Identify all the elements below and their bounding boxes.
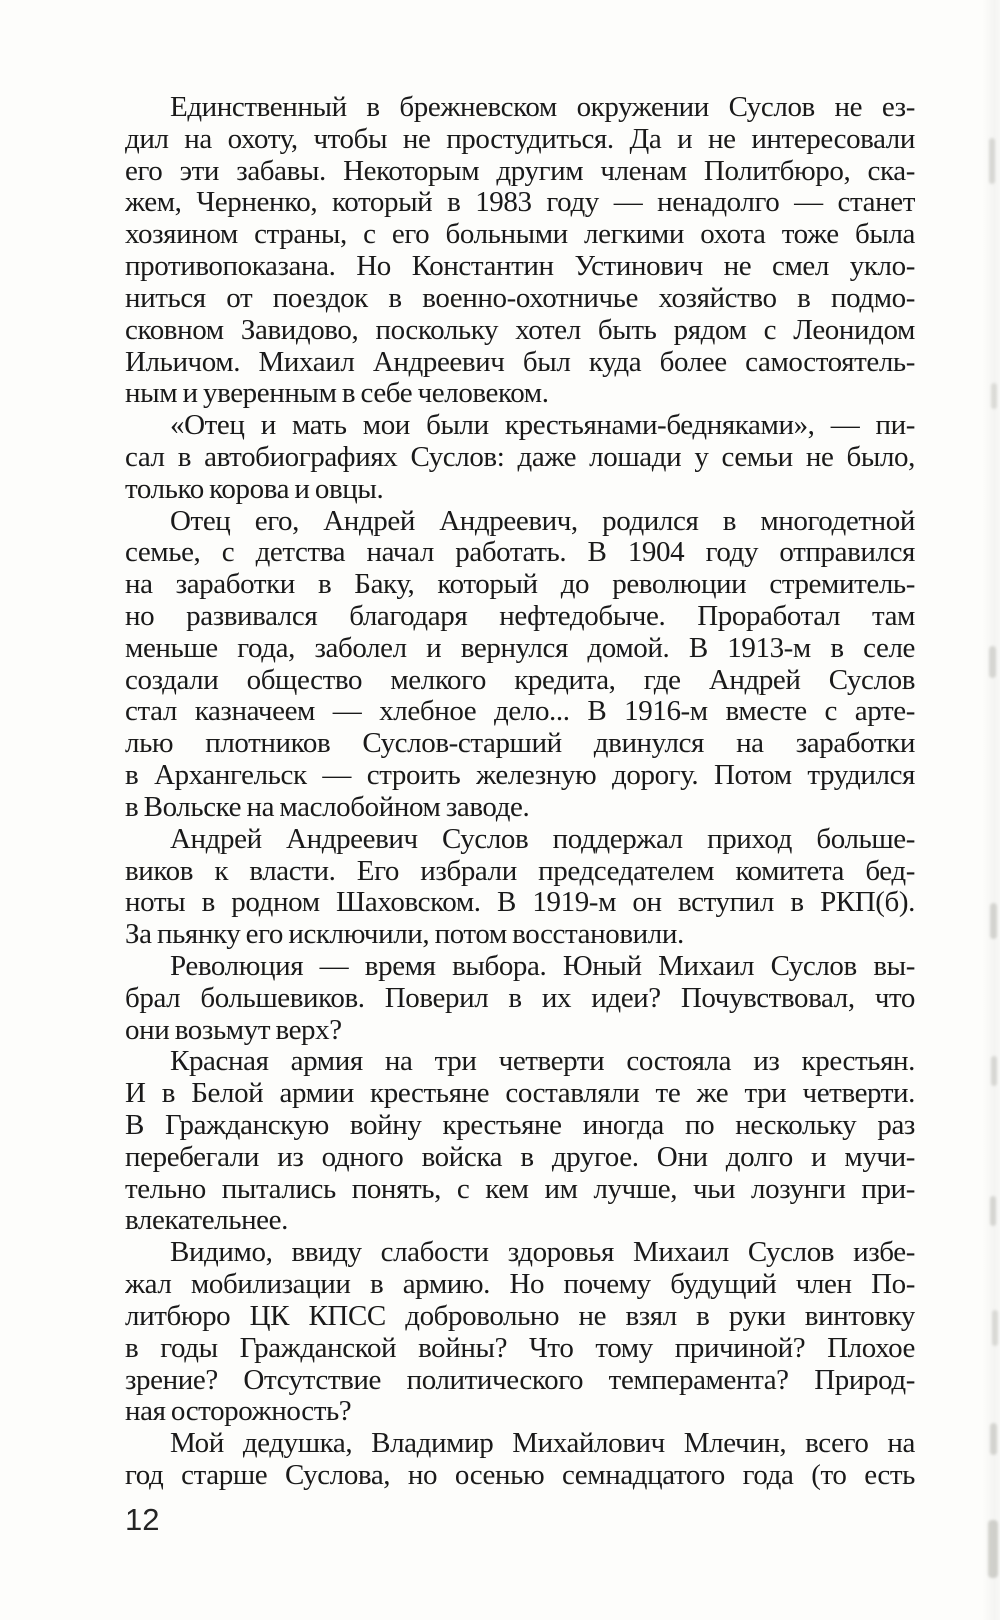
text-line: меньше года, заболел и вернулся домой. В 1913-м в селе <box>125 632 915 664</box>
page-number: 12 <box>125 1502 160 1537</box>
text-line: сал в автобиографиях Суслов: даже лошади у семьи не было, <box>125 441 915 473</box>
text-line: сковном Завидово, поскольку хотел быть рядом с Леонидом <box>125 314 915 346</box>
text-line: брал большевиков. Поверил в их идеи? Почувствовал, что <box>125 982 915 1014</box>
text-line: год старше Суслова, но осенью семнадцатого года (то есть <box>125 1459 915 1491</box>
paragraph <box>125 1046 915 1237</box>
paragraph <box>125 506 915 824</box>
text-line: ная осторожность? <box>125 1396 352 1428</box>
text-line: литбюро ЦК КПСС добровольно не взял в руки винтовку <box>125 1300 915 1332</box>
scan-artifact <box>990 903 997 939</box>
text-line: жем, Черненко, который в 1983 году — ненадолго — станет <box>125 187 915 219</box>
text-line: создали общество мелкого кредита, где Андрей Суслов <box>125 664 915 696</box>
scan-artifact <box>990 1196 996 1226</box>
text-line: виков к власти. Его избрали председателем комитета бед- <box>125 855 915 887</box>
text-line: они возьмут верх? <box>125 1014 342 1046</box>
text-line: на заработки в Баку, который до революции стремитель- <box>125 569 915 601</box>
text-line: ным и уверенным в себе человеком. <box>125 378 549 410</box>
paragraph <box>125 92 915 410</box>
text-line: За пьянку его исключили, потом восстановили. <box>125 919 684 951</box>
text-line: в годы Гражданской войны? Что тому причиной? Плохое <box>125 1332 915 1364</box>
text-line: жал мобилизации в армию. Но почему будущий член По- <box>125 1269 915 1301</box>
text-line: В Гражданскую войну крестьяне иногда по нескольку раз <box>125 1110 915 1141</box>
scan-artifact <box>991 383 997 409</box>
text-line: в Вольске на маслобойном заводе. <box>125 791 530 823</box>
text-line: перебегали из одного войска в другое. Они долго и мучи- <box>125 1141 915 1173</box>
text-line: Единственный в брежневском окружении Суслов не ез- <box>170 92 915 123</box>
paragraph <box>125 1237 915 1428</box>
text-line: Отец его, Андрей Андреевич, родился в многодетной <box>170 505 915 537</box>
text-line: лью плотников Суслов-старший двинулся на заработки <box>125 728 915 760</box>
paragraph <box>125 410 915 505</box>
text-line: его эти забавы. Некоторым другим членам Политбюро, ска- <box>125 155 915 187</box>
text-line: «Отец и мать мои были крестьянами-бедняками», — пи- <box>170 410 915 442</box>
text-line: противопоказана. Но Константин Устинович не смел укло- <box>125 251 915 283</box>
paragraph <box>125 824 915 951</box>
text-line: но развивался благодаря нефтедобыче. Проработал там <box>125 601 915 632</box>
paragraph <box>125 951 915 1046</box>
scan-artifact <box>988 1520 998 1578</box>
text-line: влекательнее. <box>125 1205 288 1237</box>
text-line: И в Белой армии крестьяне составляли те же три четверти. <box>125 1078 915 1110</box>
text-line: тельно пытались понять, с кем им лучше, чьи лозунги при- <box>125 1173 915 1205</box>
text-line: Андрей Андреевич Суслов поддержал приход больше- <box>170 823 915 855</box>
text-line: Мой дедушка, Владимир Михайлович Млечин, всего на <box>170 1428 915 1460</box>
text-line: Видимо, ввиду слабости здоровья Михаил Суслов избе- <box>170 1237 915 1269</box>
text-line: в Архангельск — строить железную дорогу. Потом трудился <box>125 760 915 792</box>
text-line: ниться от поездок в военно-охотничье хозяйство в подмо- <box>125 282 915 314</box>
text-line: семье, с детства начал работать. В 1904 году отправился <box>125 537 915 569</box>
text-line: Красная армия на три четверти состояла из крестьян. <box>170 1046 915 1078</box>
scan-artifact <box>990 1423 997 1455</box>
scan-artifact <box>992 1310 998 1346</box>
text-line: ноты в родном Шаховском. В 1919-м он вступил в РКП(б). <box>125 887 915 919</box>
text-line: хозяином страны, с его больными легкими охота тоже была <box>125 219 915 251</box>
text-line: только корова и овцы. <box>125 473 384 505</box>
scan-artifact <box>991 1056 997 1086</box>
text-line: Ильичом. Михаил Андреевич был куда более самостоятель- <box>125 346 915 378</box>
paragraph <box>125 1428 915 1492</box>
text-line: стал казначеем — хлебное дело... В 1916-м вместе с арте- <box>125 696 915 728</box>
text-line: дил на охоту, чтобы не простудиться. Да и не интересовали <box>125 123 915 155</box>
text-line: зрение? Отсутствие политического темперамента? Природ- <box>125 1364 915 1396</box>
scan-artifact <box>989 646 996 678</box>
text-line: Революция — время выбора. Юный Михаил Суслов вы- <box>170 950 915 982</box>
scan-artifact <box>989 138 995 184</box>
body-text <box>125 92 915 1492</box>
